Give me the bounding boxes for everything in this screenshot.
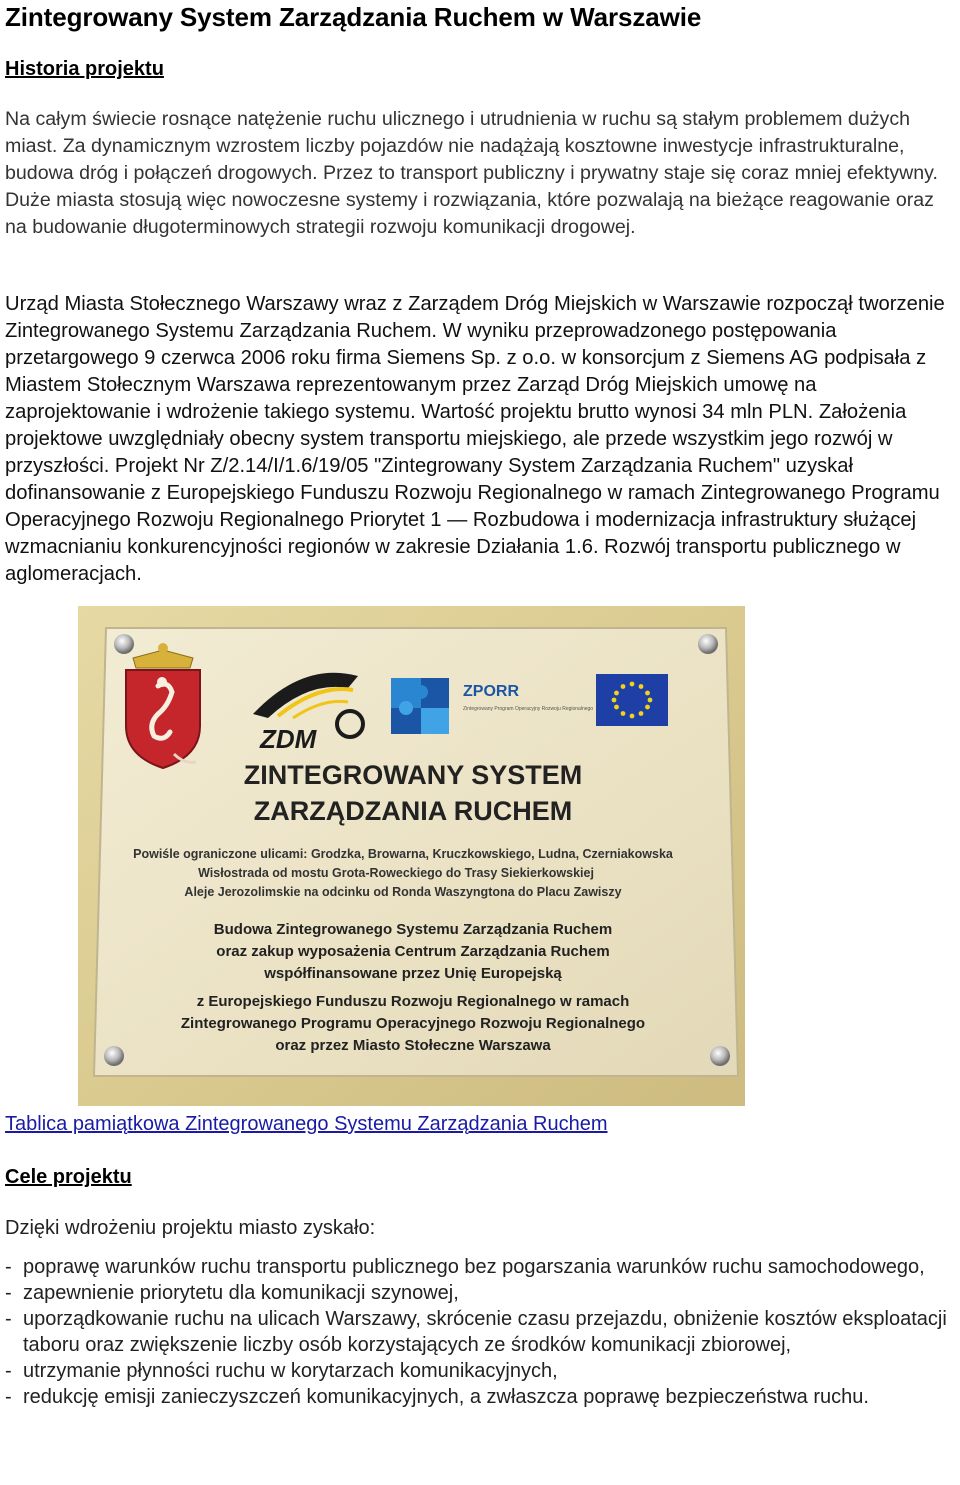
- photo-caption-link[interactable]: Tablica pamiątkowa Zintegrowanego Systemu Zarządzania Ruchem: [5, 1113, 608, 1135]
- list-marker: -: [5, 1386, 12, 1408]
- plaque-funding-line: Budowa Zintegrowanego Systemu Zarządzania Ruchem: [213, 921, 613, 938]
- list-marker: -: [5, 1360, 12, 1382]
- list-item: - redukcję emisji zanieczyszczeń komunikacyjnych, a zwłaszcza poprawę bezpieczeństwa ruchu.: [5, 1386, 869, 1408]
- plaque-headline-line2: ZARZĄDZANIA RUCHEM: [253, 796, 573, 826]
- bolt-icon: [114, 634, 134, 654]
- plaque-funding-line: z Europejskiego Funduszu Rozwoju Regionalnego w ramach: [196, 993, 630, 1010]
- list-item: - uporządkowanie ruchu na ulicach Warszawy, skrócenie czasu przejazdu, obniżenie kosztów eksploatacji taboru oraz zwiększenie liczby osób korzystających ze środków komunikacji zbiorowej,: [5, 1308, 947, 1356]
- section-heading-history: Historia projektu: [5, 58, 164, 80]
- bolt-icon: [698, 634, 718, 654]
- bolt-icon: [104, 1046, 124, 1066]
- plaque-photo: [78, 606, 745, 1106]
- plaque-funding-line: oraz przez Miasto Stołeczne Warszawa: [275, 1037, 551, 1054]
- list-item: - poprawę warunków ruchu transportu publicznego bez pogarszania warunków ruchu samochodowego,: [5, 1256, 925, 1278]
- list-item: - zapewnienie priorytetu dla komunikacji szynowej,: [5, 1282, 459, 1304]
- list-item: - utrzymanie płynności ruchu w korytarzach komunikacyjnych,: [5, 1360, 558, 1382]
- list-marker: -: [5, 1282, 12, 1304]
- goals-intro: Dzięki wdrożeniu projektu miasto zyskało:: [5, 1217, 376, 1239]
- goals-list: [5, 1254, 955, 1410]
- warsaw-coat-of-arms-icon: [126, 643, 200, 768]
- paragraph-project: Urząd Miasta Stołecznego Warszawy wraz z Zarządem Dróg Miejskich w Warszawie rozpoczął tworzenie Zintegrowanego Systemu Zarządzania Ruchem. W wyniku przeprowadzonego postępowania przetargowego 9 czerwca 2006 roku firma Siemens Sp. z o.o. w konsorcjum z Siemens AG podpisała z Miastem Stołecznym Warszawa reprezentowanym przez Zarząd Dróg Miejskich umowę na zaprojektowanie i wdrożenie takiego systemu. Wartość projektu brutto wynosi 34 mln PLN. Założenia projektowe uwzględniały obecny system transportu miejskiego, ale przede wszystkim jego rozwój w przyszłości. Projekt Nr Z/2.14/I/1.6/19/05 "Zintegrowany System Zarządzania Ruchem" uzyskał dofinansowanie z Europejskiego Funduszu Rozwoju Regionalnego w ramach Zintegrowanego Programu Operacyjnego Rozwoju Regionalnego Priorytet 1 — Rozbudowa i modernizacja infrastruktury służącej wzmacnianiu konkurencyjności regionów w zakresie Działania 1.6. Rozwój transportu publicznego w aglomeracjach.: [5, 293, 945, 585]
- svg-text:ZDM: ZDM: [260, 724, 317, 754]
- page-title: Zintegrowany System Zarządzania Ruchem w Warszawie: [5, 2, 702, 32]
- bolt-icon: [710, 1046, 730, 1066]
- plaque-street-line: Wisłostrada od mostu Grota-Roweckiego do Trasy Siekierkowskiej: [198, 866, 594, 880]
- puzzle-logo-icon: [391, 678, 449, 734]
- list-marker: -: [5, 1308, 12, 1330]
- paragraph-intro: Na całym świecie rosnące natężenie ruchu ulicznego i utrudnienia w ruchu są stałym problemem dużych miast. Za dynamicznym wzrostem liczby pojazdów nie nadążają kosztowne inwestycje infrastrukturalne, budowa dróg i połączeń drogowych. Przez to transport publiczny i prywatny staje się coraz mniej efektywny. Duże miasta stosują więc nowoczesne systemy i rozwiązania, które pozwalają na bieżące reagowanie oraz na budowanie długoterminowych strategii rozwoju komunikacji drogowej.: [5, 108, 938, 238]
- list-marker: -: [5, 1256, 12, 1278]
- plaque-funding-line: oraz zakup wyposażenia Centrum Zarządzania Ruchem: [216, 943, 610, 960]
- zporr-logo-subtext: Zintegrowany Program Operacyjny Rozwoju Regionalnego: [463, 706, 594, 712]
- plaque-funding-line: Zintegrowanego Programu Operacyjnego Rozwoju Regionalnego: [180, 1015, 646, 1032]
- plaque-street-line: Aleje Jerozolimskie na odcinku od Ronda Waszyngtona do Placu Zawiszy: [184, 885, 622, 899]
- zporr-logo-text: ZPORR: [463, 683, 519, 700]
- plaque-street-line: Powiśle ograniczone ulicami: Grodzka, Browarna, Kruczkowskiego, Ludna, Czerniakowska: [133, 847, 673, 861]
- section-heading-goals: Cele projektu: [5, 1166, 132, 1188]
- eu-flag-icon: [596, 674, 668, 726]
- plaque-funding-line: współfinansowane przez Unię Europejską: [264, 965, 562, 982]
- plaque-headline-line1: ZINTEGROWANY SYSTEM: [243, 760, 583, 790]
